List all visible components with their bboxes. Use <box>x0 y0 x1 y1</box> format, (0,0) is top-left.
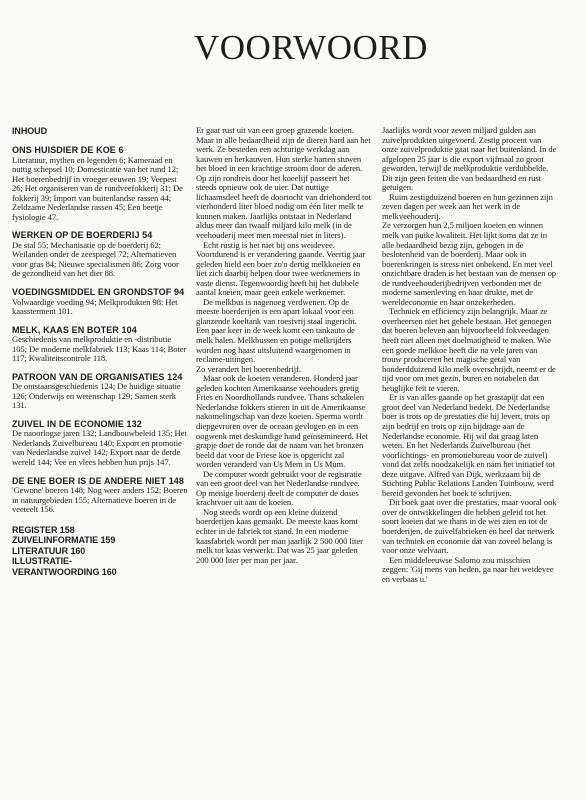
toc-section-title: VOEDINGSMIDDEL EN GRONDSTOF 94 <box>12 287 185 298</box>
toc-appendix-item: LITERATUUR 160 <box>12 545 86 556</box>
toc-appendix-list <box>12 525 188 578</box>
toc-heading: INHOUD <box>12 126 48 136</box>
paragraph: Een middeleeuwse Salomo zou misschien zeggen: 'Gij mens van heden, ga naar het weidevee en verbaas u.' <box>382 554 554 584</box>
toc-section-melk <box>12 325 188 364</box>
toc-section-title: ZUIVEL IN DE ECONOMIE 132 <box>12 418 142 429</box>
paragraph: Nog steeds wordt op een kleine duizend boerderijen kaas gemaakt. De meeste kaas komt echter in de fabriek tot stand. In een moderne kaasfabriek wordt per man jaarlijk 2 500 000 liter melk tot kaas verwerkt. Dat was 25 jaar geleden 200 000 liter per man per jaar. <box>196 506 363 565</box>
toc-section-title: ONS HUISDIER DE KOE 6 <box>12 145 124 155</box>
toc-section-werken <box>12 230 188 279</box>
paragraph: Er gaat rust uit van een groep grazende koeien. Maar in alle bedaardheid zijn de dieren hard aan het werk. Ze besteden een achturige werkdag aan kauwen en herkauwen. Hun sterke harten stuwen het bloed in een krachtige stroom door de aderen. Op zijn rondreis door het koeelijf passeert het steeds opnieuw ook de uier. Dat nuttige lichaamsdeel heeft de doortocht van driehonderd tot vierhonderd liter bloed nodig om één liter melk te kunnen maken. Jaarlijks ontstaat in Nederland aldus meer dan twaalf miljard kilo melk (in de veehouderij meet men meestal niet in liters). <box>196 125 371 241</box>
toc-section-title: MELK, KAAS EN BOTER 104 <box>12 324 137 335</box>
paragraph: De melkbus is nagenoeg verdwenen. Op de meeste boerderijen is een apart lokaal voor een glanzende koeltank van roestvrij staal ingericht. Een paar keer in de week komt een tankauto de melk halen. Melkbussen en potige melkrijders worden nog haast uitsluitend waargenomen in reclame-uitingen. <box>196 296 357 365</box>
toc-appendix-item: VERANTWOORDING 160 <box>12 566 117 577</box>
paragraph: Dit boek gaat over die prestaties, maar vooral ook over de ontwikkelingen die hebben geleid tot het soort koeien dat we thans in de wei zien en tot de boerderijen, de zuivelfabrieken en heel dat netwerk van techniek en economie dat van zoveel belang is voor onze welvaart. <box>382 497 557 556</box>
paragraph: Zo verandert het boerenbedrijf. <box>196 363 301 374</box>
paragraph: Echt rustig is het niet bij ons weidevee. Voortdurend is er verandering gaande. Veertig jaar geleden hield een boer zo'n dertig melkkoeien en liet zich daarbij helpen door twee werknemers in vaste dienst. Tegenwoordig heeft hij het dubbele aantal koeien, maar geen enkele werknemer. <box>196 239 366 298</box>
page-title: VOORWOORD <box>194 28 428 67</box>
toc-section-entries: Volwaardige voeding 94; Melkprodukten 98; Het kaassterment 101. <box>12 296 178 317</box>
toc-section-huisdier <box>12 145 188 222</box>
toc-section-entries: De naoorlogse jaren 132; Landbouwbeleid 135; Het Nederlands Zuivelbureau 140; Export en promotie van Nederlandse zuivel 142; Export naar de derde wereld 144; Vee en vlees hebben hun prijs 147. <box>12 428 187 468</box>
toc-section-title: WERKEN OP DE BOERDERIJ 54 <box>12 230 153 241</box>
paragraph: Er is van alles gaande op het grastapijt dat een groot deel van Nederland bedekt. De Nederlandse boer is trots op de prestaties die hij levert, trots op zijn bedrijf en trots op zijn bijdrage aan de Nederlandse economie. Hij wil dat graag laten weten. En het Nederlands Zuivelbureau (het voorlichtings- en promotiebureau voor de zuivel) vond dat zelfs noodzakelijk en nam het initiatief tot deze uitgave. Alfred van Dijk, werkzaam bij de Stichting Public Relations Landen Tuinbouw, werd bereid gevonden het boek te schrijven. <box>382 392 555 498</box>
body-column-right <box>382 126 558 584</box>
toc-section-entries: Literatuur, mythen en legenden 6; Kameraad en nuttig schepsel 10; Domesticatie van het rund 12; Het boerenbedrijf in vroeger eeuwen 19; Veepest 26; Het organiseren van de rundveefokkerij 31; De fokkerij 39; Import van buitenlandse rassen 44; Zeldzame Nederlandse rassen 45; Een beetje fysiologie 47. <box>12 154 183 222</box>
table-of-contents <box>12 126 188 577</box>
toc-section-boer <box>12 476 188 515</box>
paragraph: De computer wordt gebruikt voor de registratie van een groot deel van het Nederlandse rundvee. Op menige boerderij deelt de computer de doses krachtvoer uit aan de koeien. <box>196 468 362 508</box>
toc-section-title: PATROON VAN DE ORGANISATIES 124 <box>12 371 183 382</box>
paragraph: Maar ook de koeien veranderen. Honderd jaar geleden kochten Amerikaanse veehouders gretig Fries en Noordhollands rundvee. Thans schakelen Nederlandse fokkers stieren in uit de Amerikaanse nakomelingschap van deze koeien. Sperma wordt diepgevroren over de oceaan gevlogen en in een oogwenk met deskundige hand geïnsemineerd. Het grapje doet de ronde dat de naam van het bronzen beeld dat voor de Friese koe is opgericht zal worden veranderd van Us Mem in Us Mum. <box>196 373 368 470</box>
toc-section-title: DE ENE BOER IS DE ANDERE NIET 148 <box>12 475 185 486</box>
toc-appendix-item: ZUIVELINFORMATIE 159 <box>12 535 116 546</box>
paragraph: Ze verzorgen hun 2,5 miljoen koeien en winnen melk van puike kwaliteit. Het lijkt soms dat ze in alle bedaardheid bezig zijn, gebogen in de beslotenheid van de boerderij. Maar ook in boerenkringen is stress niet onbekend. En met veel onzichtbare draden is het bestaan van de mensen op de rundveehouderijbedrijven verbonden met de moderne samenleving en haar drukte, met de wereldeconomie en haar onzekerheden. <box>382 220 557 307</box>
toc-section-organisaties <box>12 372 188 411</box>
paragraph: Ruim zestigduizend boeren en hun gezinnen zijn zeven dagen per week aan het werk in de melkveehouderij. <box>382 191 553 221</box>
toc-section-voeding <box>12 287 188 317</box>
paragraph: Jaarlijks wordt voor zeven miljard gulden aan zuivelprodukten uitgevoerd. Zestig procent van onze zuivelproduktie gaat naar het buitenland. In de afgelopen 25 jaar is die export vijfmaal zo groot geworden, terwijl de melkproduktie verdubbelde. Dit zijn geen feiten die van bedaardheid en rust getuigen. <box>382 125 557 193</box>
toc-appendix-item: ILLUSTRATIE- <box>12 556 72 567</box>
toc-section-economie <box>12 419 188 468</box>
paragraph: Techniek en efficiency zijn belangrijk. Maar ze overheersen niet het gehele bestaan. Het genoegen dat boeren beleven aan bijvoorbeeld fokveedagen heeft niet alleen met doelmatigheid te maken. Wie een goede melkkoe heeft die na vele jaren van trouw produceren het magische getal van honderdduizend kilo melk overschrijdt, neemt er de tijd voor om met gezin, buren en notabelen dat heuglijke feit te vieren. <box>382 306 556 393</box>
toc-section-entries: De stal 55; Mechanisatie op de boerderij 62; Weilanden onder de zeespiegel 72; Alternatieven voor gras 84; Nieuwe specialismen 86; Zorg voor de gezondheid van het dier 88. <box>12 239 179 279</box>
body-column-middle <box>196 126 371 565</box>
toc-section-entries: Geschiedenis van melkproduktie en -distributie 105; De moderne melkfabriek 113; Kaas 114; Boter 117; Kwaliteitscontrole 118. <box>12 334 187 364</box>
toc-section-entries: De ontstaansgeschiedenis 124; De huidige situatie 126; Onderwijs en wetenschap 129; Samen sterk 131. <box>12 381 181 411</box>
toc-section-entries: 'Gewone' boeren 148; Nog weer anders 152; Boeren in natuurgebieden 155; Alternatieve boeren in de veeteelt 156. <box>12 485 188 515</box>
toc-appendix-item: REGISTER 158 <box>12 524 75 535</box>
